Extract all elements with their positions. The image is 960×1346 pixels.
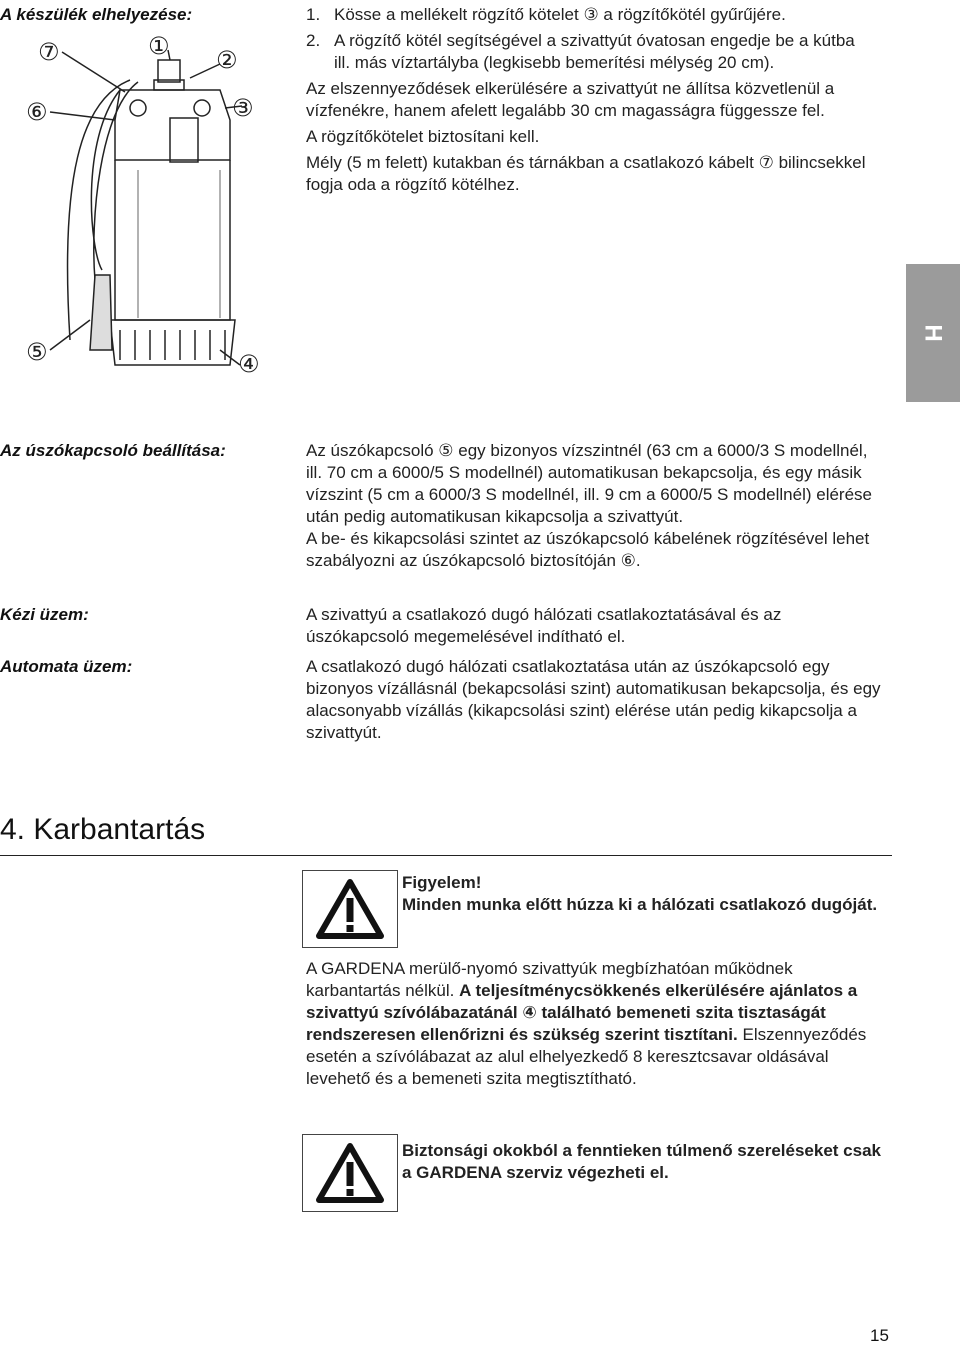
warning-1-text	[402, 872, 882, 916]
callout-3: ③	[232, 94, 254, 122]
step-number: 2.	[306, 31, 321, 50]
warning-1-title: Figyelem!	[402, 873, 482, 892]
placement-text	[306, 4, 866, 196]
list-item	[306, 4, 866, 26]
manual-label: Kézi üzem:	[0, 605, 89, 624]
step-text: A rögzítő kötél segítségével a szivattyút óvatosan engedje be a kútba ill. más víztartályba (legkisebb bemerítési mélység 20 cm).	[334, 31, 855, 72]
section-divider	[0, 855, 892, 856]
float-switch-paragraph-2: A be- és kikapcsolási szintet az úszókapcsoló kábelének rögzítésével lehet szabályozni az úszókapcsoló biztosítóján ⑥.	[306, 529, 870, 570]
warning-triangle-icon	[315, 878, 385, 940]
auto-label: Automata üzem:	[0, 657, 133, 676]
warning-2-text: Biztonsági okokból a fenntieken túlmenő szereléseket csak a GARDENA szerviz végezheti el.	[402, 1141, 881, 1182]
callout-1: ①	[148, 32, 170, 60]
page-number: 15	[870, 1326, 889, 1345]
language-tab-label: H	[920, 324, 947, 342]
warning-1-body: Minden munka előtt húzza ki a hálózati csatlakozó dugóját.	[402, 895, 878, 914]
float-switch-text	[306, 440, 882, 572]
float-switch-label: Az úszókapcsoló beállítása:	[0, 441, 226, 460]
float-switch-paragraph-1: Az úszókapcsoló ⑤ egy bizonyos vízszintnél (63 cm a 6000/3 S modellnél, ill. 70 cm a 6000/5 S modellnél) automatikusan bekapcsolja, és egy másik vízszint (5 cm a 6000/3 S modellnél, ill. 9 cm a 6000/5 S modellnél) elérése után pedig automatikusan kikapcsolja a szivattyút.	[306, 441, 872, 526]
section-title: 4. Karbantartás	[0, 813, 206, 846]
placement-paragraph-3: Mély (5 m felett) kutakban és tárnákban a csatlakozó kábelt ⑦ bilincsekkel fogja oda a rögzítő kötélhez.	[306, 153, 866, 194]
auto-text: A csatlakozó dugó hálózati csatlakoztatása után az úszókapcsoló egy bizonyos vízállásnál (bekapcsolási szint) automatikusan bekapcsolja, és egy alacsonyabb vízállás (kikapcsolási szint) elérése után pedig kikapcsolja a szivattyút.	[306, 657, 881, 742]
maintenance-body-emphasis: A teljesítménycsökkenés elkerülésére ajánlatos a szivattyú szívólábazatánál ④ található bemeneti szita tisztaságát rendszeresen ellenőrizni és szükség szerint tisztítani.	[306, 981, 858, 1044]
placement-label: A készülék elhelyezése:	[0, 5, 193, 24]
callout-7: ⑦	[38, 38, 60, 66]
pump-illustration	[20, 20, 300, 390]
warning-triangle-icon	[315, 1142, 385, 1204]
placement-steps	[306, 4, 866, 74]
step-number: 1.	[306, 5, 321, 24]
list-item	[306, 30, 866, 74]
placement-paragraph-1: Az elszennyeződések elkerülésére a szivattyút ne állítsa közvetlenül a vízfenékre, hanem afelett legalább 30 cm magasságra függessze fel.	[306, 79, 835, 120]
callout-5: ⑤	[26, 338, 48, 366]
manual-text: A szivattyú a csatlakozó dugó hálózati csatlakoztatásával és az úszókapcsoló megemelésével indítható el.	[306, 605, 782, 646]
step-text: Kösse a mellékelt rögzítő kötelet ③ a rögzítőkötél gyűrűjére.	[334, 5, 786, 24]
placement-paragraph-2: A rögzítőkötelet biztosítani kell.	[306, 127, 540, 146]
maintenance-body-outro: Elszennyeződés esetén a szívólábazat az alul elhelyezkedő 8 keresztcsavar oldásával levehető és a bemeneti szita megtisztítható.	[306, 1025, 867, 1088]
maintenance-body	[306, 958, 882, 1090]
language-tab	[906, 264, 960, 402]
callout-6: ⑥	[26, 98, 48, 126]
warning-sign-1	[302, 870, 398, 948]
maintenance-body-intro: A GARDENA merülő-nyomó szivattyúk megbízhatóan működnek karbantartás nélkül.	[306, 959, 793, 1000]
warning-sign-2	[302, 1134, 398, 1212]
callout-4: ④	[238, 350, 260, 378]
callout-2: ②	[216, 46, 238, 74]
